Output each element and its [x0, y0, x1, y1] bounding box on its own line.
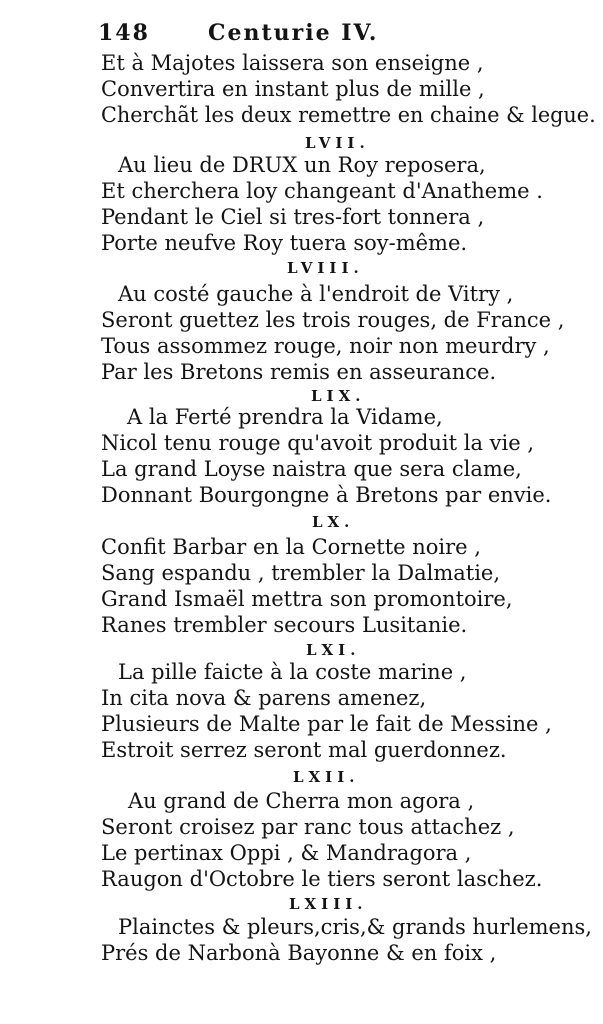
- page-header: [98, 20, 458, 48]
- running-title: Centurie IV.: [208, 20, 379, 46]
- verse-line: Estroit serrez seront mal guerdonnez.: [101, 738, 507, 762]
- verse-line: Convertira en instant plus de mille ,: [101, 77, 485, 101]
- quatrain-number: LX.: [312, 513, 355, 531]
- verse-line: Au costé gauche à l'endroit de Vitry ,: [118, 282, 514, 306]
- verse-line: Cherchãt les deux remettre en chaine & legue.: [101, 103, 596, 127]
- page-number: 148: [98, 20, 150, 46]
- verse-line: Seront guettez les trois rouges, de France ,: [101, 308, 565, 332]
- verse-line: Confit Barbar en la Cornette noire ,: [101, 535, 481, 559]
- quatrain-number: LXI.: [306, 641, 361, 659]
- verse-line: La grand Loyse naistra que sera clame,: [101, 457, 522, 481]
- verse-line: A la Ferté prendra la Vidame,: [127, 405, 443, 429]
- verse-line: Donnant Bourgongne à Bretons par envie.: [101, 483, 552, 507]
- verse-line: Par les Bretons remis en asseurance.: [101, 360, 497, 384]
- verse-line: Et cherchera loy changeant d'Anatheme .: [101, 179, 543, 203]
- quatrain-number: LIX.: [311, 387, 366, 405]
- verse-line: In cita nova & parens amenez,: [101, 686, 427, 710]
- verse-line: Grand Ismaël mettra son promontoire,: [101, 587, 513, 611]
- quatrain-number: LVII.: [305, 134, 370, 152]
- verse-line: Seront croisez par ranc tous attachez ,: [101, 815, 515, 839]
- verse-line: Pendant le Ciel si tres-fort tonnera ,: [101, 205, 485, 229]
- verse-line: La pille faicte à la coste marine ,: [118, 660, 467, 684]
- verse-line: Au grand de Cherra mon agora ,: [128, 789, 475, 813]
- verse-line: Et à Majotes laissera son enseigne ,: [101, 51, 484, 75]
- verse-line: Nicol tenu rouge qu'avoit produit la vie ,: [101, 431, 535, 455]
- verse-line: Plainctes & pleurs,cris,& grands hurlemens,: [118, 915, 592, 939]
- verse-line: Plusieurs de Malte par le fait de Messine ,: [101, 712, 552, 736]
- verse-line: Tous assommez rouge, noir non meurdry ,: [101, 334, 550, 358]
- verse-line: Porte neufve Roy tuera soy-même.: [101, 231, 468, 255]
- verse-line: Le pertinax Oppi , & Mandragora ,: [101, 841, 472, 865]
- verse-line: Ranes trembler secours Lusitanie.: [101, 613, 468, 637]
- verse-line: Au lieu de DRUX un Roy reposera,: [118, 153, 486, 177]
- verse-line: Prés de Narbonà Bayonne & en foix ,: [101, 941, 497, 965]
- verse-line: Sang espandu , trembler la Dalmatie,: [101, 561, 501, 585]
- quatrain-number: LXII.: [293, 768, 360, 786]
- quatrain-number: LXIII.: [289, 895, 368, 913]
- quatrain-number: LVIII.: [287, 259, 364, 277]
- verse-line: Raugon d'Octobre le tiers seront laschez.: [101, 867, 543, 891]
